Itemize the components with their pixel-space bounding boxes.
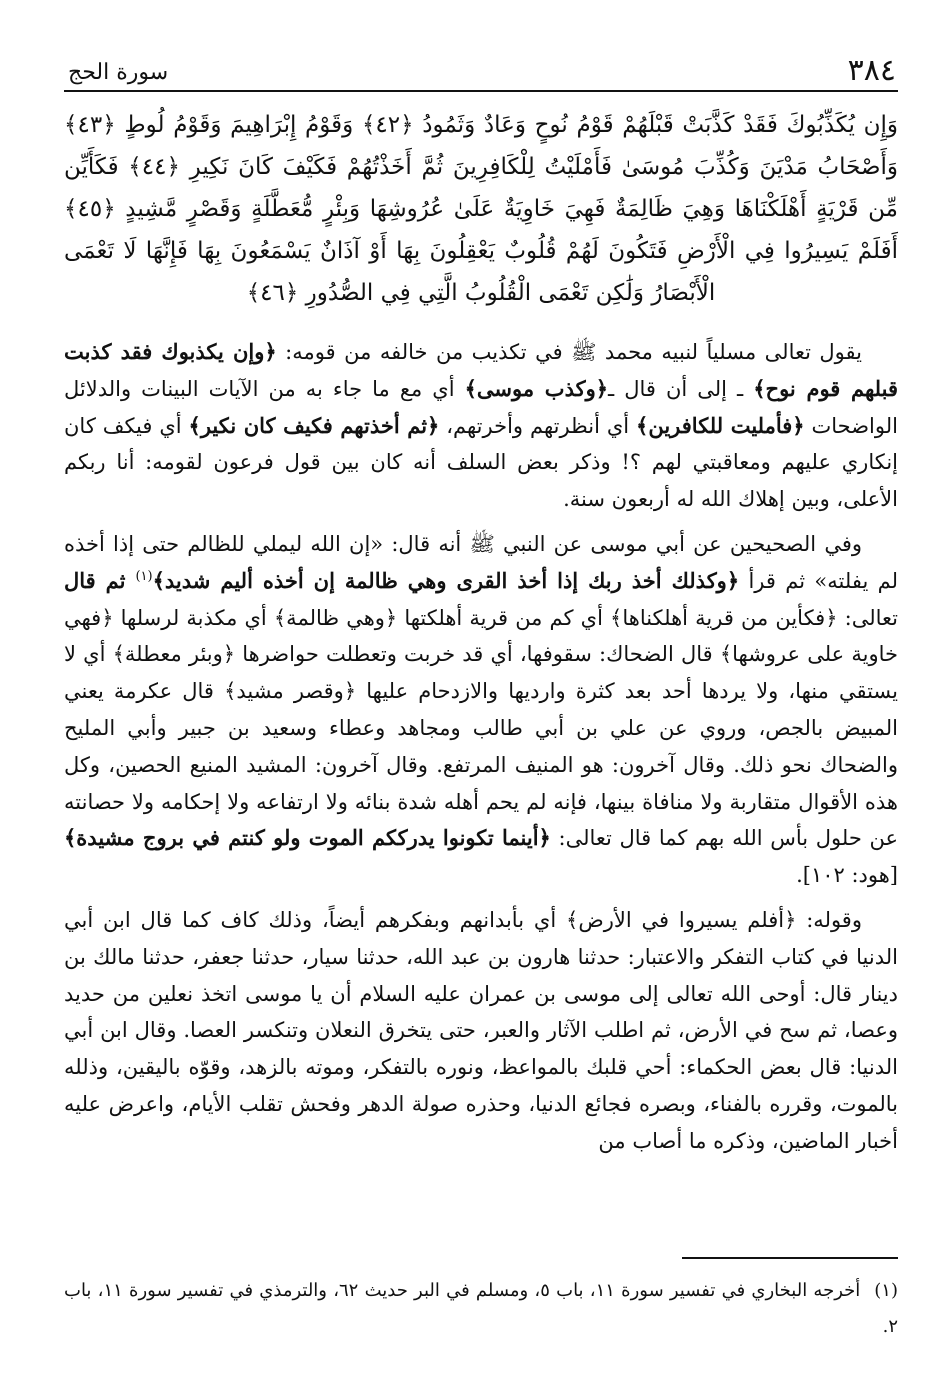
quran-quote: ﴿ثم أخذتهم فكيف كان نكير﴾ [188, 412, 440, 438]
footnote-divider [682, 1257, 898, 1259]
text-run: وقوله: [796, 907, 862, 932]
quran-quote: ﴿وبئر معطلة﴾ [112, 642, 236, 667]
tafsir-body [64, 334, 898, 1168]
header-divider [64, 90, 898, 92]
text-run: تعالى: [837, 605, 898, 630]
quran-quote: ﴿أينما تكونوا يدرككم الموت ولو كنتم في بروج مشيدة﴾ [64, 825, 551, 851]
quran-quote: ﴿وقصر مشيد﴾ [224, 679, 357, 704]
quran-quote: ﴿وإن يكذبوك فقد كذبت قبلهم قوم نوح﴾ [64, 339, 898, 401]
text-run: ـ إلى أن قال ـ [608, 376, 754, 401]
paragraph-2 [64, 526, 898, 894]
text-run: وفي الصحيحين عن أبي موسى عن النبي ﷺ أنه قال: «إن الله ليملي للظالم حتى إذا أخذه لم يفلته» ثم قرأ [64, 531, 898, 593]
text-run: أي مع ما جاء به من الآيات البينات والدلائل الواضحات [64, 376, 898, 438]
quran-quote: ﴿فأمليت للكافرين﴾ [636, 412, 805, 438]
footnote-item [64, 1273, 898, 1345]
page-number: ٣٨٤ [847, 53, 896, 88]
page-header [68, 50, 896, 88]
quran-quote: ﴿أفلم يسيروا في الأرض﴾ [566, 907, 797, 932]
text-run: أي بأبدانهم وبفكرهم أيضاً، وذلك كاف كما قال ابن أبي الدنيا في كتاب التفكر والاعتبار: حدثنا هارون بن عبد الله، حدثنا سيار، حدثنا جعفر، حدثنا مالك بن دينار قال: أوحى الله تعالى إلى موسى بن عمران عليه السلام أن يا موسى اتخذ نعلين من حديد وعصا، ثم سح في الأرض، ثم اطلب الآثار والعبر، حتى يتخرق النعلان وتنكسر العصا. وقال ابن أبي الدنيا: قال بعض الحكماء: أحي قلبك بالمواعظ، ونوره بالتفكر، وموته بالزهد، وقوّه باليقين، وذلله بالموت، وقرره بالفناء، وبصره فجائع الدنيا، وحذره صولة الدهر وفحش تقلب الأيام، واعرض عليه أخبار الماضين، وذكره ما أصاب من [64, 907, 898, 1153]
text-run: [هود: ١٠٢]. [796, 863, 898, 888]
text-run-bold: ثم قال [64, 567, 136, 593]
quran-quote: ﴿وكذلك أخذ ربك إذا أخذ القرى وهي ظالمة إن أخذه أليم شديد﴾ [152, 567, 740, 593]
text-run: قال عكرمة يعني المبيض بالجص، وروي عن علي بن أبي طالب ومجاهد وعطاء وسعيد بن جبير وأبي المليح والضحاك نحو ذلك. وقال آخرون: هو المنيف المرتفع. وقال آخرون: المشيد المنيع الحصين، وكل هذه الأقوال متقاربة ولا منافاة بينها، فإنه لم يحم أهله شدة بنائه ولا ارتفاعه ولا إحكامه ولا حصانته عن حلول بأس الله بهم كما قال تعالى: [64, 679, 898, 851]
quran-quote: ﴿وهي ظالمة﴾ [273, 605, 398, 630]
text-run: أي كم من قرية أهلكتها [397, 605, 611, 630]
quran-quote: ﴿فهي خاوية على عروشها﴾ [64, 605, 898, 667]
footnote-reference[interactable]: (١) [135, 568, 153, 584]
text-run: قال الضحاك: سقوفها، أي قد خربت وتعطلت حواضرها [235, 642, 720, 667]
text-run: أي لا يستقي منها، ولا يردها أحد بعد كثرة وارديها والازدحام عليها [64, 642, 898, 704]
quran-verses: وَإِن يُكَذِّبُوكَ فَقَدْ كَذَّبَتْ قَبْلَهُمْ قَوْمُ نُوحٍ وَعَادٌ وَثَمُودُ ﴿٤٢﴾ وَقَوْمُ إِبْرَاهِيمَ وَقَوْمُ لُوطٍ ﴿٤٣﴾ وَأَصْحَابُ مَدْيَنَ وَكُذِّبَ مُوسَىٰ فَأَمْلَيْتُ لِلْكَافِرِينَ ثُمَّ أَخَذْتُهُمْ فَكَيْفَ كَانَ نَكِيرِ ﴿٤٤﴾ فَكَأَيِّن مِّن قَرْيَةٍ أَهْلَكْنَاهَا وَهِيَ ظَالِمَةٌ فَهِيَ خَاوِيَةٌ عَلَىٰ عُرُوشِهَا وَبِئْرٍ مُّعَطَّلَةٍ وَقَصْرٍ مَّشِيدٍ ﴿٤٥﴾ أَفَلَمْ يَسِيرُوا فِي الْأَرْضِ فَتَكُونَ لَهُمْ قُلُوبٌ يَعْقِلُونَ بِهَا أَوْ آذَانٌ يَسْمَعُونَ بِهَا فَإِنَّهَا لَا تَعْمَى الْأَبْصَارُ وَلَٰكِن تَعْمَى الْقُلُوبُ الَّتِي فِي الصُّدُورِ ﴿٤٦﴾ [64, 112, 898, 306]
footnotes [64, 1273, 898, 1345]
text-run: أي فيكف كان إنكاري عليهم ومعاقبتي لهم ؟! وذكر بعض السلف أنه كان بين قول فرعون لقومه: أنا ربكم الأعلى، وبين إهلاك الله له أربعون سنة. [64, 413, 898, 512]
text-run: أي مكذبة لرسلها [113, 605, 274, 630]
paragraph-1 [64, 334, 898, 518]
footnote-marker: (١) [874, 1280, 898, 1301]
text-run: يقول تعالى مسلياً لنبيه محمد ﷺ في تكذيب من خالفه من قومه: [276, 340, 862, 364]
paragraph-3 [64, 902, 898, 1160]
surah-name: سورة الحج [68, 60, 169, 85]
footnote-text: أخرجه البخاري في تفسير سورة ١١، باب ٥، ومسلم في البر حديث ٦٢، والترمذي في تفسير سورة ١١، باب ٢. [64, 1280, 898, 1337]
text-run: أي أنظرتهم وأخرتهم، [439, 413, 637, 438]
quran-quote: ﴿وكذب موسى﴾ [464, 375, 609, 401]
quran-quote: ﴿فكأين من قرية أهلكناها﴾ [610, 605, 838, 630]
